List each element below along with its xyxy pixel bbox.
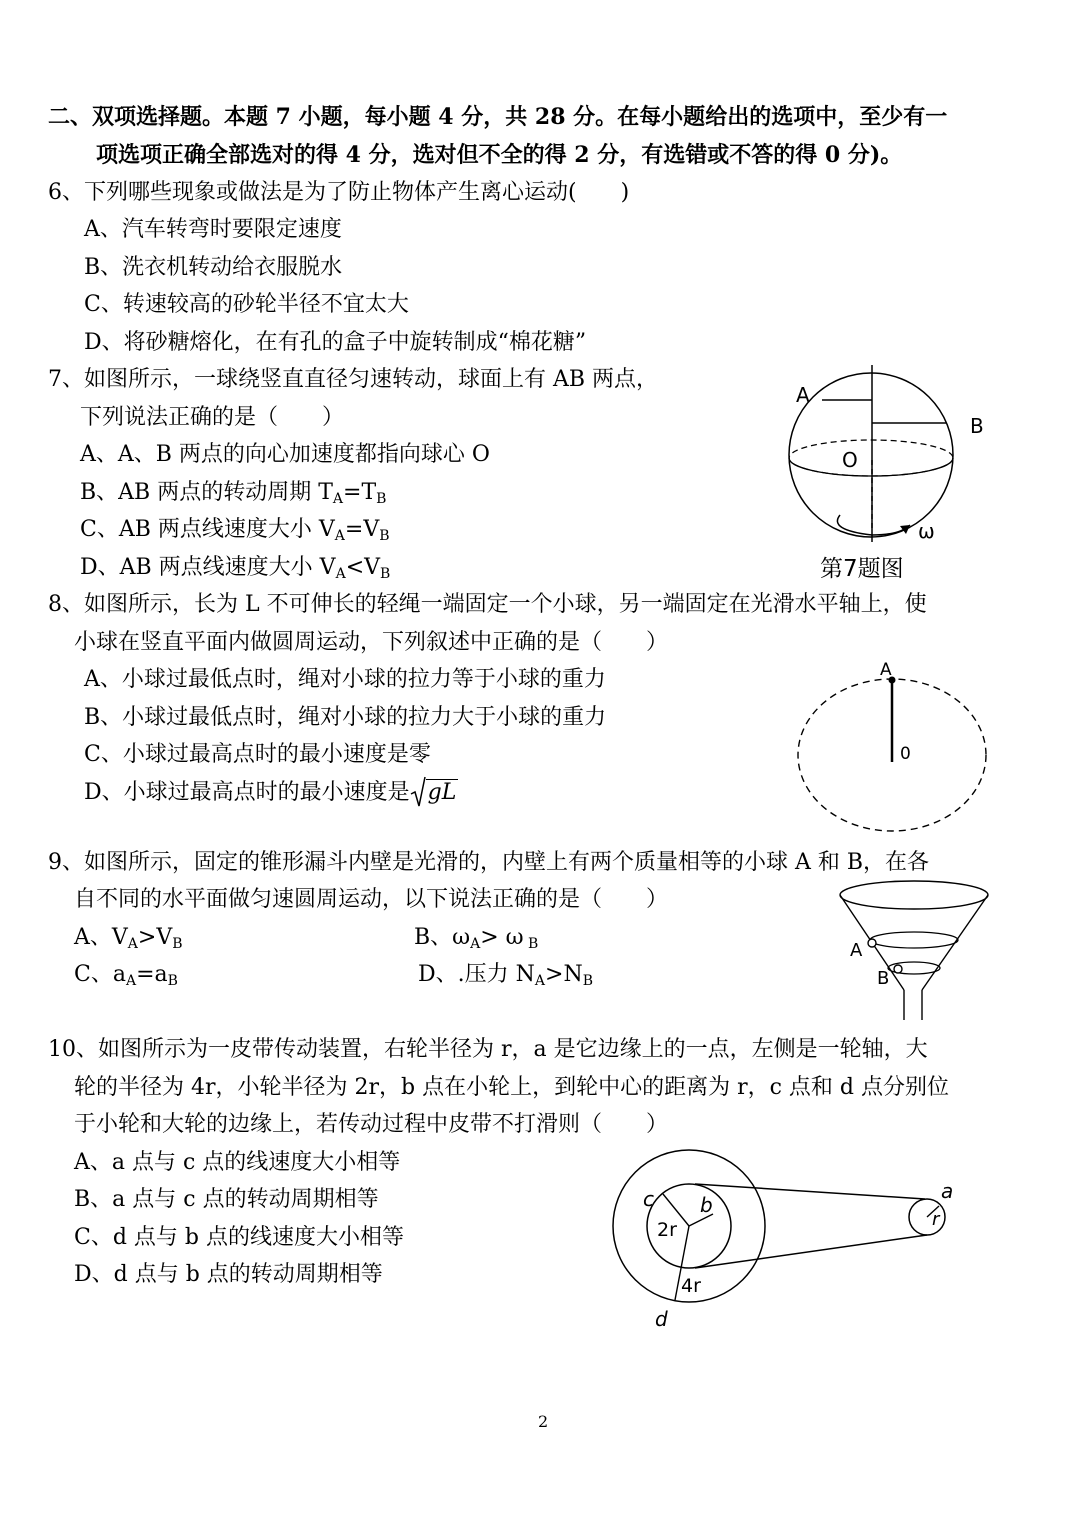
label-b: B — [970, 414, 984, 438]
q9-stem-line2: 自不同的水平面做匀速圆周运动，以下说法正确的是（ ） — [74, 887, 669, 912]
q6-option-a: A、汽车转弯时要限定速度 — [84, 217, 342, 242]
q10-option-a: A、a 点与 c 点的线速度大小相等 — [74, 1150, 401, 1175]
q10-option-b: B、a 点与 c 点的转动周期相等 — [74, 1187, 379, 1212]
label-a: A — [850, 940, 863, 961]
q10-belt-drive-figure — [605, 1150, 975, 1335]
label-r: r — [932, 1209, 940, 1230]
q6-option-c: C、转速较高的砂轮半径不宜太大 — [84, 292, 409, 317]
q8-stem-line2: 小球在竖直平面内做圆周运动，下列叙述中正确的是（ ） — [74, 630, 669, 655]
q9-option-d: D、.压力 $N_A>N_B$ — [418, 962, 593, 989]
q6-option-b: B、洗衣机转动给衣服脱水 — [84, 255, 343, 280]
q7-stem-line2: 下列说法正确的是（ ） — [80, 405, 345, 430]
q10-stem-line1: 10、如图所示为一皮带传动装置，右轮半径为 r，a 是它边缘上的一点，左侧是一轮轴，大 — [48, 1037, 928, 1062]
section-header-line1: 二、双项选择题。本题 7 小题，每小题 4 分，共 28 分。在每小题给出的选项中，至少有一 — [48, 104, 948, 130]
q9-option-a: A、$V_A>V_B$ — [74, 925, 183, 952]
label-d: d — [655, 1307, 668, 1331]
q8-stem-line1: 8、如图所示，长为 L 不可伸长的轻绳一端固定一个小球，另一端固定在光滑水平轴上，使 — [48, 592, 927, 617]
page-number: 2 — [538, 1412, 549, 1431]
q10-option-d: D、d 点与 b 点的转动周期相等 — [74, 1262, 383, 1287]
ball-b — [894, 965, 902, 973]
q7-option-c: C、AB 两点线速度大小 $V_A=V_B$ — [80, 517, 390, 544]
figure-caption: 第7题图 — [820, 556, 904, 582]
belt-bottom — [695, 1235, 927, 1268]
section-header-line2: 项选项正确全部选对的得 4 分，选对但不全的得 2 分，有选错或不答的得 0 分)。 — [96, 142, 903, 168]
q7-sphere-figure — [780, 360, 1000, 585]
q9-option-c: C、$a_A=a_B$ — [74, 962, 178, 989]
q7-option-d: D、AB 两点线速度大小 $V_A<V_B$ — [80, 555, 391, 582]
sphere-outline — [789, 373, 953, 537]
q8-option-a: A、小球过最低点时，绳对小球的拉力等于小球的重力 — [84, 667, 606, 692]
belt-top — [695, 1184, 925, 1199]
q9-funnel-figure — [840, 880, 1000, 1025]
rotation-arrow — [837, 515, 910, 535]
q6-option-d: D、将砂糖熔化，在有孔的盒子中旋转制成“棉花糖” — [84, 330, 587, 355]
ball-a — [868, 939, 876, 947]
q10-option-c: C、d 点与 b 点的线速度大小相等 — [74, 1225, 404, 1250]
q8-option-b: B、小球过最低点时，绳对小球的拉力大于小球的重力 — [84, 705, 607, 730]
sqrt-gl: gL — [410, 778, 459, 808]
label-o: O — [842, 448, 858, 472]
q8-option-d: D、小球过最高点时的最小速度是 gL — [84, 778, 458, 808]
label-omega: ω — [918, 519, 935, 543]
label-o: 0 — [900, 744, 911, 764]
funnel-rim — [840, 881, 988, 909]
q7-option-a: A、A、B 两点的向心加速度都指向球心 O — [80, 442, 490, 467]
q9-stem-line1: 9、如图所示，固定的锥形漏斗内壁是光滑的，内壁上有两个质量相等的小球 A 和 B，在各 — [48, 850, 930, 875]
q8-circle-figure — [790, 655, 1000, 840]
q9-option-b: B、$\omega_A> \omega$ $_B$ — [414, 925, 539, 952]
orbit-a — [870, 932, 958, 948]
q6-stem: 6、下列哪些现象或做法是为了防止物体产生离心运动( ) — [48, 180, 630, 205]
q10-stem-line3: 于小轮和大轮的边缘上，若传动过程中皮带不打滑则（ ） — [74, 1112, 669, 1137]
label-b: b — [700, 1193, 713, 1217]
label-a: a — [941, 1179, 954, 1203]
q10-stem-line2: 轮的半径为 4r，小轮半径为 2r，b 点在小轮上，到轮中心的距离为 r，c 点和 d 点分别位 — [74, 1075, 949, 1100]
label-b: B — [877, 968, 890, 989]
label-2r: 2r — [657, 1219, 677, 1241]
label-4r: 4r — [681, 1275, 701, 1297]
q8-option-c: C、小球过最高点时的最小速度是零 — [84, 742, 431, 767]
q7-stem-line1: 7、如图所示，一球绕竖直直径匀速转动，球面上有 AB 两点， — [48, 367, 659, 392]
label-c: c — [643, 1187, 654, 1211]
label-a: A — [880, 660, 892, 680]
q7-option-b: B、AB 两点的转动周期 $T_A=T_B$ — [80, 480, 387, 507]
label-a: A — [796, 383, 810, 407]
